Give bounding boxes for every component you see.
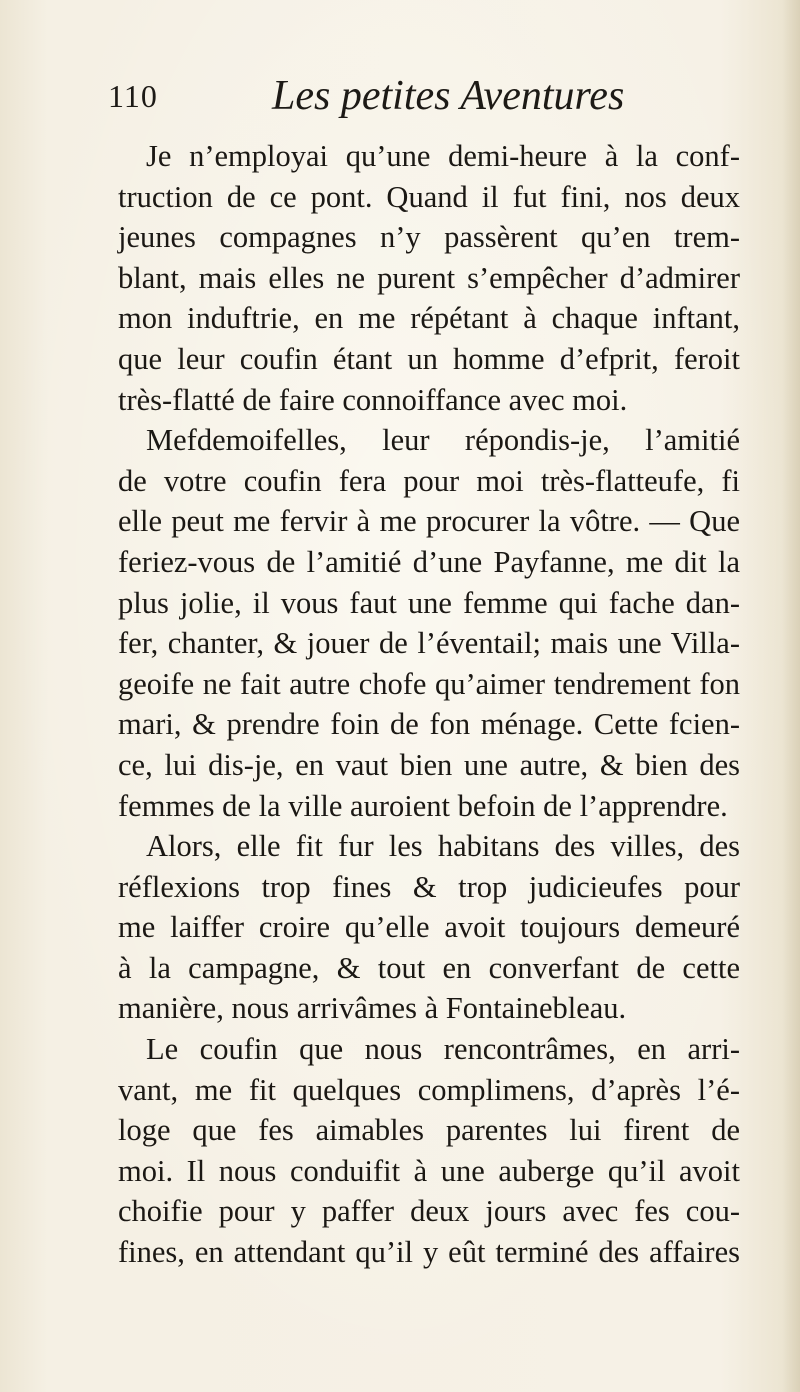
running-title: Les petites Aventures (272, 73, 625, 119)
text-line: mari, & prendre foin de fon ménage. Cette fcien- (118, 707, 740, 742)
text-line: de votre coufin fera pour moi très-flatteufe, fi (118, 463, 740, 498)
text-line: loge que fes aimables parentes lui firent de (118, 1113, 740, 1148)
text-line: choifie pour y paffer deux jours avec fes cou- (118, 1194, 740, 1229)
text-line: me laiffer croire qu’elle avoit toujours demeuré (118, 910, 740, 945)
text-line: feriez-vous de l’amitié d’une Payfanne, me dit la (118, 544, 740, 579)
text-line: elle peut me fervir à me procurer la vôtre. — Que (118, 504, 740, 539)
text-line: truction de ce pont. Quand il fut fini, nos deux (118, 179, 740, 214)
text-line: Mefdemoifelles, leur répondis-je, l’amitié (146, 423, 740, 458)
text-line: fines, en attendant qu’il y eût terminé des affaires (118, 1235, 740, 1270)
text-line: à la campagne, & tout en converfant de cette (118, 950, 740, 985)
page-number: 110 (108, 78, 158, 114)
text-line: Alors, elle fit fur les habitans des villes, des (146, 829, 740, 864)
text-line: blant, mais elles ne purent s’empêcher d’admirer (118, 260, 740, 295)
text-line: femmes de la ville auroient befoin de l’apprendre. (118, 788, 728, 823)
text-line: fer, chanter, & jouer de l’éventail; mais une Villa- (118, 626, 740, 661)
text-line: mon induftrie, en me répétant à chaque inftant, (118, 301, 740, 336)
text-line: Le coufin que nous rencontrâmes, en arri- (146, 1032, 740, 1067)
text-line: que leur coufin étant un homme d’efprit, feroit (118, 341, 740, 376)
text-line: ce, lui dis-je, en vaut bien une autre, & bien des (118, 747, 740, 782)
page-edge-shadow (782, 0, 800, 1392)
text-line: geoife ne fait autre chofe qu’aimer tendrement fon (118, 666, 740, 701)
page-header (0, 73, 800, 126)
text-line: manière, nous arrivâmes à Fontainebleau. (118, 991, 627, 1026)
text-line: très-flatté de faire connoiffance avec moi. (118, 382, 628, 417)
body-text (118, 136, 740, 1273)
text-line: moi. Il nous conduifit à une auberge qu’il avoit (118, 1153, 740, 1188)
text-line: plus jolie, il vous faut une femme qui fache dan- (118, 585, 740, 620)
text-line: réflexions trop fines & trop judicieufes pour (118, 869, 740, 904)
text-line: Je n’employai qu’une demi-heure à la conf- (146, 139, 740, 173)
text-line: jeunes compagnes n’y passèrent qu’en trem- (118, 220, 740, 255)
text-line: vant, me fit quelques complimens, d’après l’é- (118, 1072, 740, 1107)
